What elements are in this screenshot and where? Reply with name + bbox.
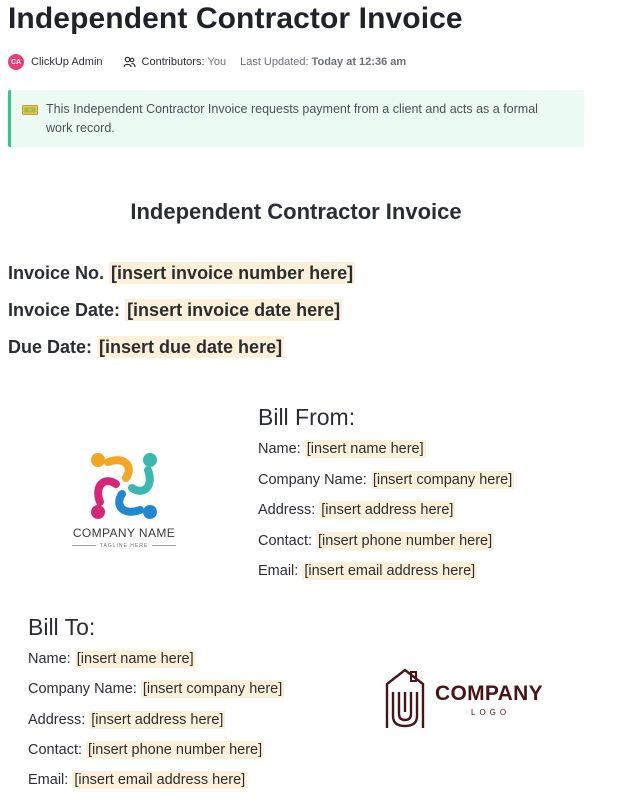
company-logo-people <box>62 448 186 554</box>
bill-from-name-line <box>258 441 426 457</box>
page-title[interactable]: Independent Contractor Invoice <box>8 2 463 35</box>
bill-from-name-value[interactable]: [insert name here] <box>306 441 424 457</box>
author-name[interactable]: ClickUp Admin <box>31 56 103 68</box>
bill-to-address-value[interactable]: [insert address here] <box>91 712 224 728</box>
callout-box[interactable] <box>8 90 584 147</box>
due-date-line <box>8 337 284 358</box>
contributors-value[interactable]: You <box>207 56 227 68</box>
contributors-icon <box>123 56 136 68</box>
money-icon <box>22 103 38 115</box>
bill-from-email-line <box>258 563 477 579</box>
bill-from-company-line <box>258 472 514 488</box>
doc-meta <box>8 53 406 71</box>
company-logo-house <box>383 666 563 732</box>
bill-from-contact-label: Contact: <box>258 533 312 549</box>
avatar[interactable]: CA <box>8 54 24 70</box>
bill-from-company-label: Company Name: <box>258 472 367 488</box>
last-updated-label: Last Updated: <box>240 56 309 68</box>
bill-to-company-label: Company Name: <box>28 681 137 697</box>
bill-to-email-label: Email: <box>28 772 69 788</box>
bill-to-contact-value[interactable]: [insert phone number here] <box>88 742 263 758</box>
bill-to-company-value[interactable]: [insert company here] <box>142 681 283 697</box>
bill-from-contact-value[interactable]: [insert phone number here] <box>318 533 493 549</box>
invoice-number-label: Invoice No. <box>8 263 105 283</box>
bill-from-contact-line <box>258 533 494 549</box>
bill-from-company-value[interactable]: [insert company here] <box>372 472 513 488</box>
house-icon <box>383 666 431 732</box>
bill-from-name-label: Name: <box>258 441 301 457</box>
logo2-company-name: COMPANY <box>435 682 543 705</box>
bill-from-email-label: Email: <box>258 563 299 579</box>
bill-to-contact-label: Contact: <box>28 742 82 758</box>
last-updated-value: Today at 12:36 am <box>311 56 407 68</box>
contributors-label: Contributors: <box>141 56 205 68</box>
logo1-divider-right <box>152 545 176 546</box>
invoice-date-label: Invoice Date: <box>8 300 121 320</box>
invoice-heading: Independent Contractor Invoice <box>130 199 462 224</box>
bill-from-address-label: Address: <box>258 502 316 518</box>
bill-to-address-line <box>28 712 225 728</box>
bill-to-company-line <box>28 681 284 697</box>
people-circle-icon <box>62 448 186 524</box>
callout-text: This Independent Contractor Invoice requests payment from a client and acts as a formal work record. <box>46 102 538 135</box>
bill-from-address-line <box>258 502 455 518</box>
bill-to-name-line <box>28 651 196 667</box>
invoice-number-line <box>8 263 355 284</box>
due-date-value[interactable]: [insert due date here] <box>99 337 283 357</box>
invoice-date-line <box>8 300 342 321</box>
logo2-tagline: LOGO <box>471 708 511 717</box>
bill-to-name-label: Name: <box>28 651 71 667</box>
logo1-tagline: TAGLINE HERE <box>99 543 149 549</box>
bill-to-email-line <box>28 772 247 788</box>
bill-to-address-label: Address: <box>28 712 86 728</box>
bill-from-address-value[interactable]: [insert address here] <box>321 502 454 518</box>
invoice-number-value[interactable]: [insert invoice number here] <box>111 263 354 283</box>
bill-from-email-value[interactable]: [insert email address here] <box>304 563 476 579</box>
bill-to-email-value[interactable]: [insert email address here] <box>74 772 246 788</box>
bill-from-heading: Bill From: <box>258 404 356 430</box>
bill-to-heading: Bill To: <box>28 614 96 640</box>
logo1-company-name: COMPANY NAME <box>72 526 176 540</box>
due-date-label: Due Date: <box>8 337 93 357</box>
bill-to-name-value[interactable]: [insert name here] <box>76 651 194 667</box>
invoice-date-value[interactable]: [insert invoice date here] <box>127 300 341 320</box>
bill-to-contact-line <box>28 742 264 758</box>
